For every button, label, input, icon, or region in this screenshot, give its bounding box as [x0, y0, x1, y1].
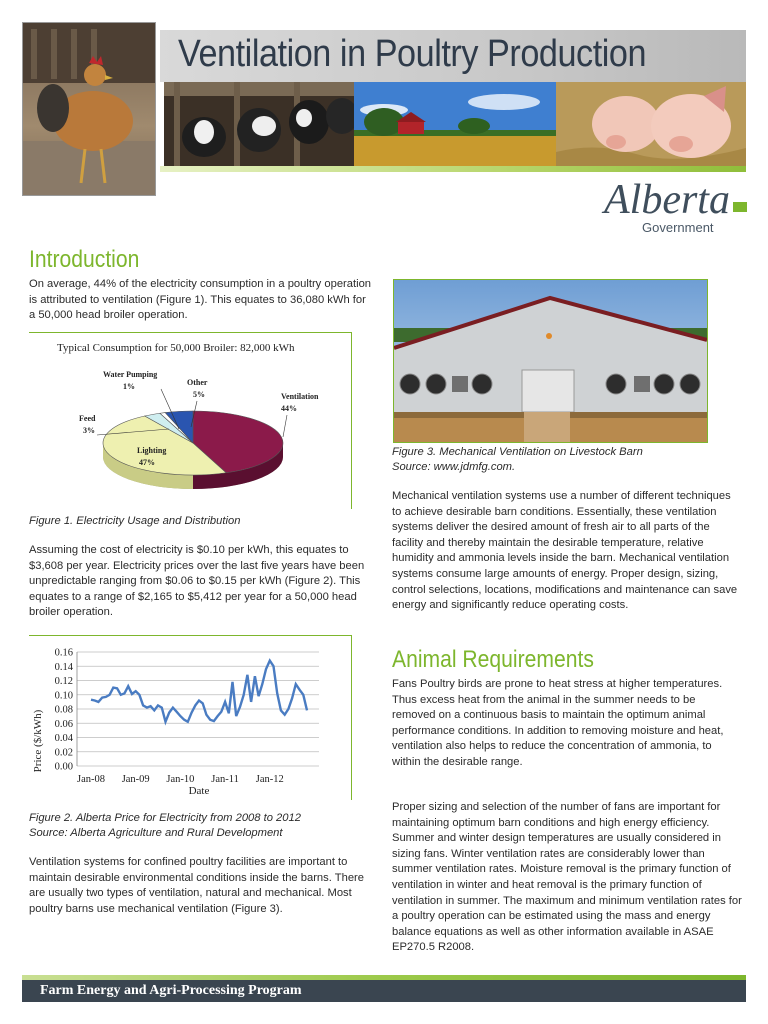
x-tick-label: Jan-12 — [255, 774, 284, 785]
animal-paragraph-2: Proper sizing and selection of the number of fans are important for maintaining optimum barn conditions and high energy efficiency. Summer and winter design temperatures are usually considered in sizing fans. Winter ventilation rates are considerably lower than summer ventilation rates. Moisture removal is the primary function of ventilation in winter and heat removal is the primary function of ventilation in summer. The maximum and minimum ventilation rates for a poultry operation can be estimated using the mass and energy balance equations as well as other information available in ASAE EP270.5 R2008. — [392, 801, 742, 954]
y-tick-label: 0.12 — [54, 676, 73, 687]
x-tick-label: Jan-10 — [166, 774, 195, 785]
intro-paragraph-3: Ventilation systems for confined poultry facilities are important to maintain desirable environmental conditions inside the barns. There are usually two types of ventilation, natural and mechanical. Most poultry barns use mechanical ventilation (Figure 3). — [29, 856, 364, 915]
line-chart — [29, 636, 351, 800]
barn-photo — [393, 279, 708, 443]
pie-pct-other: 5% — [193, 390, 205, 399]
pie-pct-lighting: 47% — [139, 458, 155, 467]
hen-photo — [22, 22, 156, 196]
figure-3-caption: Figure 3. Mechanical Ventilation on Livestock Barn — [392, 446, 643, 458]
header-green-line — [160, 166, 746, 172]
x-axis-label: Date — [188, 785, 210, 797]
introduction-heading: Introduction — [29, 246, 140, 273]
pie-label-other: Other — [187, 378, 208, 387]
animal-paragraph-1: Fans Poultry birds are prone to heat stress at higher temperatures. Thus excess heat from the animal in the summer needs to be removed on a continuous basis to maintain the optimum animal performance conditions. In addition to removing moisture and heat, ventilation also helps to reduce the concentration of ammonia, to within the desirable range. — [392, 678, 724, 768]
logo-green-mark — [733, 202, 747, 212]
y-tick-label: 0.08 — [54, 704, 73, 716]
pie-leader-line — [283, 415, 287, 437]
figure-2-box — [29, 635, 352, 800]
figure-1-caption: Figure 1. Electricity Usage and Distribution — [29, 515, 241, 527]
x-tick-label: Jan-08 — [77, 774, 105, 785]
pie-pct-feed: 3% — [83, 426, 95, 435]
pie-pct-water-pumping: 1% — [123, 382, 135, 391]
figure-1-box — [29, 332, 352, 509]
pigs-photo — [556, 82, 746, 166]
animal-requirements-heading: Animal Requirements — [392, 646, 594, 673]
pie-pct-ventilation: 44% — [281, 404, 297, 413]
pie-chart — [29, 333, 351, 509]
pie-label-lighting: Lighting — [137, 446, 167, 455]
pie-label-ventilation: Ventilation — [281, 392, 319, 401]
farm-photo — [354, 82, 556, 166]
y-axis-label: Price ($/kWh) — [32, 709, 44, 773]
figure-2-source: Source: Alberta Agriculture and Rural Development — [29, 827, 283, 839]
pie-title: Typical Consumption for 50,000 Broiler: 82,000 kWh — [57, 342, 295, 354]
y-tick-label: 0.16 — [54, 647, 73, 659]
figure-3-source: Source: www.jdmfg.com. — [392, 461, 516, 473]
mechanical-paragraph: Mechanical ventilation systems use a number of different techniques to achieve desirable barn conditions. Essentially, these ventilation systems deliver the desired amount of fresh air to all parts of the facility and thereby maintain the desirable temperature, relative humidity and ammonia levels inside the barn. Mechanical ventilation systems consume large amounts of energy. Proper design, sizing, control selections, locations, modifications and maintenance can save energy and significantly reduce operating costs. — [392, 490, 738, 612]
intro-paragraph-1: On average, 44% of the electricity consumption in a poultry operation is attributed to ventilation (Figure 1). This equates to 36,080 kWh for a 50,000 head broiler operation. — [29, 278, 372, 322]
footer-program-name: Farm Energy and Agri-Processing Program — [40, 983, 302, 998]
x-tick-label: Jan-11 — [211, 774, 239, 785]
figure-2-caption: Figure 2. Alberta Price for Electricity from 2008 to 2012 — [29, 812, 301, 824]
y-tick-label: 0.06 — [54, 718, 73, 730]
x-tick-label: Jan-09 — [121, 774, 150, 785]
y-tick-label: 0.04 — [54, 733, 73, 744]
pie-label-feed: Feed — [79, 414, 96, 423]
y-tick-label: 0.00 — [54, 761, 73, 773]
page-title: Ventilation in Poultry Production — [178, 33, 647, 75]
alberta-logo: Alberta — [604, 177, 730, 223]
cows-photo — [164, 82, 354, 166]
price-series-line — [91, 661, 307, 722]
pie-label-water-pumping: Water Pumping — [103, 370, 158, 379]
intro-paragraph-2: Assuming the cost of electricity is $0.10 per kWh, this equates to $3,608 per year. Electricity prices over the last five years have been unpredictable ranging from $0.06 to $0.15 per kWh (Figure 2). This equates to a range of $2,165 to $5,412 per year for a 50,000 head broiler operation. — [29, 544, 365, 619]
y-tick-label: 0.02 — [54, 747, 73, 759]
logo-government: Government — [642, 220, 714, 235]
y-tick-label: 0.10 — [54, 690, 73, 702]
y-tick-label: 0.14 — [54, 661, 73, 673]
